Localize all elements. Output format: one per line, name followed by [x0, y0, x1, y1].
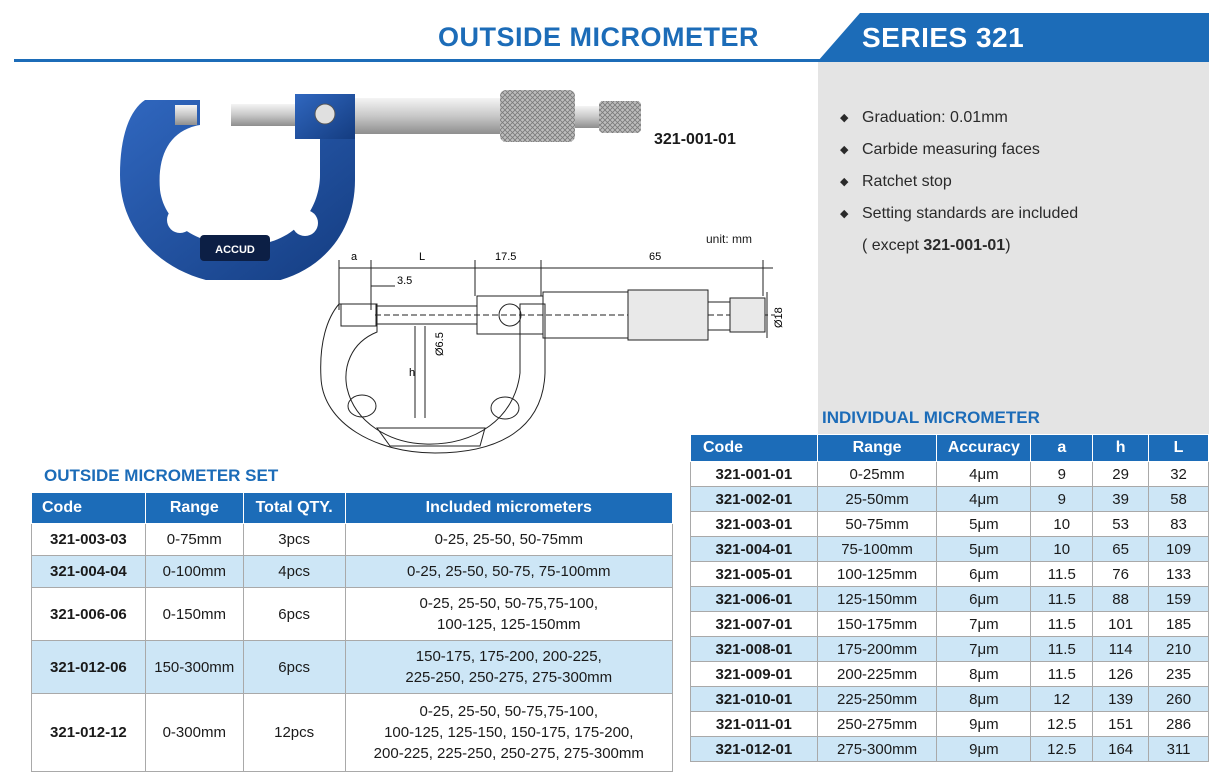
cell-qty: 12pcs [243, 694, 345, 772]
cell-code: 321-003-01 [691, 512, 818, 537]
cell-accuracy: 4μm [937, 462, 1031, 487]
cell-accuracy: 4μm [937, 487, 1031, 512]
cell-accuracy: 9μm [937, 712, 1031, 737]
header-L: L [1149, 435, 1209, 462]
header-a: a [1031, 435, 1093, 462]
cell-L: 32 [1149, 462, 1209, 487]
table-row [691, 612, 1209, 637]
cell-code: 321-001-01 [691, 462, 818, 487]
cell-h: 53 [1093, 512, 1149, 537]
header-code: Code [691, 435, 818, 462]
cell-code: 321-011-01 [691, 712, 818, 737]
dim-3-5: 3.5 [397, 275, 413, 287]
cell-h: 88 [1093, 587, 1149, 612]
table-row [691, 712, 1209, 737]
cell-a: 10 [1031, 537, 1093, 562]
cell-L: 185 [1149, 612, 1209, 637]
cell-L: 133 [1149, 562, 1209, 587]
brand-logo: ACCUD [215, 244, 255, 256]
features-list [840, 106, 1078, 264]
cell-h: 139 [1093, 687, 1149, 712]
individual-section-title: INDIVIDUAL MICROMETER [822, 408, 1040, 427]
cell-accuracy: 7μm [937, 637, 1031, 662]
cell-range: 100-125mm [817, 562, 937, 587]
cell-accuracy: 8μm [937, 687, 1031, 712]
dim-17-5: 17.5 [495, 251, 517, 263]
set-table [31, 492, 673, 772]
cell-range: 50-75mm [817, 512, 937, 537]
cell-included [345, 524, 672, 556]
table-header-row [691, 435, 1209, 462]
included-line: 0-25, 25-50, 50-75, 75-100mm [407, 563, 611, 580]
set-section-title: OUTSIDE MICROMETER SET [44, 466, 279, 485]
cell-code: 321-006-06 [32, 588, 146, 641]
cell-range: 125-150mm [817, 587, 937, 612]
cell-L: 210 [1149, 637, 1209, 662]
cell-included [345, 694, 672, 772]
cell-accuracy: 5μm [937, 537, 1031, 562]
cell-L: 260 [1149, 687, 1209, 712]
table-row [691, 687, 1209, 712]
header-range: Range [145, 493, 243, 524]
cell-accuracy: 7μm [937, 612, 1031, 637]
cell-a: 9 [1031, 462, 1093, 487]
table-row [691, 562, 1209, 587]
cell-accuracy: 6μm [937, 562, 1031, 587]
cell-accuracy: 9μm [937, 737, 1031, 762]
cell-h: 126 [1093, 662, 1149, 687]
included-line: 225-250, 250-275, 275-300mm [405, 669, 613, 686]
table-row [691, 512, 1209, 537]
cell-qty: 4pcs [243, 556, 345, 588]
cell-range: 225-250mm [817, 687, 937, 712]
feature-note: ( except 321-001-01) [862, 237, 1011, 254]
dim-a: a [351, 251, 358, 263]
cell-included [345, 556, 672, 588]
cell-code: 321-012-06 [32, 641, 146, 694]
cell-h: 151 [1093, 712, 1149, 737]
cell-L: 235 [1149, 662, 1209, 687]
cell-h: 39 [1093, 487, 1149, 512]
diamond-bullet-icon: ◆ [840, 144, 849, 156]
header-accuracy: Accuracy [937, 435, 1031, 462]
cell-L: 109 [1149, 537, 1209, 562]
header-qty: Total QTY. [243, 493, 345, 524]
dim-h: h [409, 367, 416, 379]
cell-a: 10 [1031, 512, 1093, 537]
feature-item: ◆ Ratchet stop [840, 170, 1078, 202]
cell-range: 0-150mm [145, 588, 243, 641]
included-line: 200-225, 225-250, 250-275, 275-300mm [373, 745, 644, 762]
dim-65: 65 [649, 251, 662, 263]
series-label: SERIES 321 [862, 22, 1025, 53]
diamond-bullet-icon: ◆ [840, 208, 849, 220]
cell-range: 150-300mm [145, 641, 243, 694]
cell-accuracy: 6μm [937, 587, 1031, 612]
cell-h: 101 [1093, 612, 1149, 637]
page-title: OUTSIDE MICROMETER [438, 22, 760, 52]
table-row [32, 694, 673, 772]
cell-included [345, 588, 672, 641]
table-row [691, 487, 1209, 512]
cell-code: 321-004-01 [691, 537, 818, 562]
table-row [691, 462, 1209, 487]
unit-label: unit: mm [706, 232, 753, 246]
cell-included [345, 641, 672, 694]
technical-drawing [315, 248, 785, 458]
cell-qty: 6pcs [243, 588, 345, 641]
header-range: Range [817, 435, 937, 462]
cell-h: 65 [1093, 537, 1149, 562]
included-line: 150-175, 175-200, 200-225, [415, 648, 602, 665]
cell-range: 0-25mm [817, 462, 937, 487]
cell-a: 11.5 [1031, 662, 1093, 687]
cell-range: 250-275mm [817, 712, 937, 737]
cell-L: 83 [1149, 512, 1209, 537]
cell-accuracy: 8μm [937, 662, 1031, 687]
cell-code: 321-003-03 [32, 524, 146, 556]
cell-accuracy: 5μm [937, 512, 1031, 537]
table-row [691, 637, 1209, 662]
cell-a: 11.5 [1031, 612, 1093, 637]
table-row [691, 587, 1209, 612]
table-row [691, 662, 1209, 687]
cell-code: 321-010-01 [691, 687, 818, 712]
cell-a: 12.5 [1031, 712, 1093, 737]
cell-code: 321-008-01 [691, 637, 818, 662]
dim-L: L [419, 251, 426, 263]
cell-range: 0-75mm [145, 524, 243, 556]
photo-model-label: 321-001-01 [654, 131, 736, 148]
cell-h: 29 [1093, 462, 1149, 487]
cell-code: 321-007-01 [691, 612, 818, 637]
included-line: 0-25, 25-50, 50-75,75-100, [419, 703, 598, 720]
cell-h: 164 [1093, 737, 1149, 762]
cell-L: 311 [1149, 737, 1209, 762]
table-row [691, 537, 1209, 562]
cell-L: 159 [1149, 587, 1209, 612]
cell-range: 25-50mm [817, 487, 937, 512]
cell-a: 12.5 [1031, 737, 1093, 762]
dim-phi-18: Ø18 [773, 307, 785, 328]
table-row [32, 524, 673, 556]
diamond-bullet-icon: ◆ [840, 176, 849, 188]
included-line: 0-25, 25-50, 50-75mm [434, 531, 583, 548]
cell-a: 11.5 [1031, 587, 1093, 612]
cell-a: 11.5 [1031, 637, 1093, 662]
cell-code: 321-004-04 [32, 556, 146, 588]
cell-range: 0-100mm [145, 556, 243, 588]
cell-qty: 3pcs [243, 524, 345, 556]
included-line: 0-25, 25-50, 50-75,75-100, [419, 595, 598, 612]
table-row [691, 737, 1209, 762]
cell-L: 286 [1149, 712, 1209, 737]
feature-item: ◆ Carbide measuring faces [840, 138, 1078, 170]
cell-code: 321-009-01 [691, 662, 818, 687]
cell-L: 58 [1149, 487, 1209, 512]
table-header-row [32, 493, 673, 524]
feature-item: ◆ Graduation: 0.01mm [840, 106, 1078, 138]
cell-range: 75-100mm [817, 537, 937, 562]
cell-code: 321-002-01 [691, 487, 818, 512]
header-code: Code [32, 493, 146, 524]
header-h: h [1093, 435, 1149, 462]
cell-range: 150-175mm [817, 612, 937, 637]
cell-range: 200-225mm [817, 662, 937, 687]
diamond-bullet-icon: ◆ [840, 112, 849, 124]
cell-code: 321-006-01 [691, 587, 818, 612]
included-line: 100-125, 125-150, 150-175, 175-200, [384, 724, 634, 741]
cell-h: 114 [1093, 637, 1149, 662]
table-row [32, 641, 673, 694]
included-line: 100-125, 125-150mm [437, 616, 581, 633]
cell-a: 11.5 [1031, 562, 1093, 587]
cell-a: 12 [1031, 687, 1093, 712]
cell-code: 321-012-01 [691, 737, 818, 762]
cell-range: 275-300mm [817, 737, 937, 762]
table-row [32, 588, 673, 641]
individual-table [690, 434, 1209, 762]
cell-code: 321-012-12 [32, 694, 146, 772]
cell-h: 76 [1093, 562, 1149, 587]
feature-item: ◆ Setting standards are included [840, 202, 1078, 234]
cell-range: 175-200mm [817, 637, 937, 662]
dim-phi-6-5: Ø6.5 [434, 332, 446, 356]
cell-qty: 6pcs [243, 641, 345, 694]
header-included: Included micrometers [345, 493, 672, 524]
table-row [32, 556, 673, 588]
cell-code: 321-005-01 [691, 562, 818, 587]
cell-a: 9 [1031, 487, 1093, 512]
cell-range: 0-300mm [145, 694, 243, 772]
